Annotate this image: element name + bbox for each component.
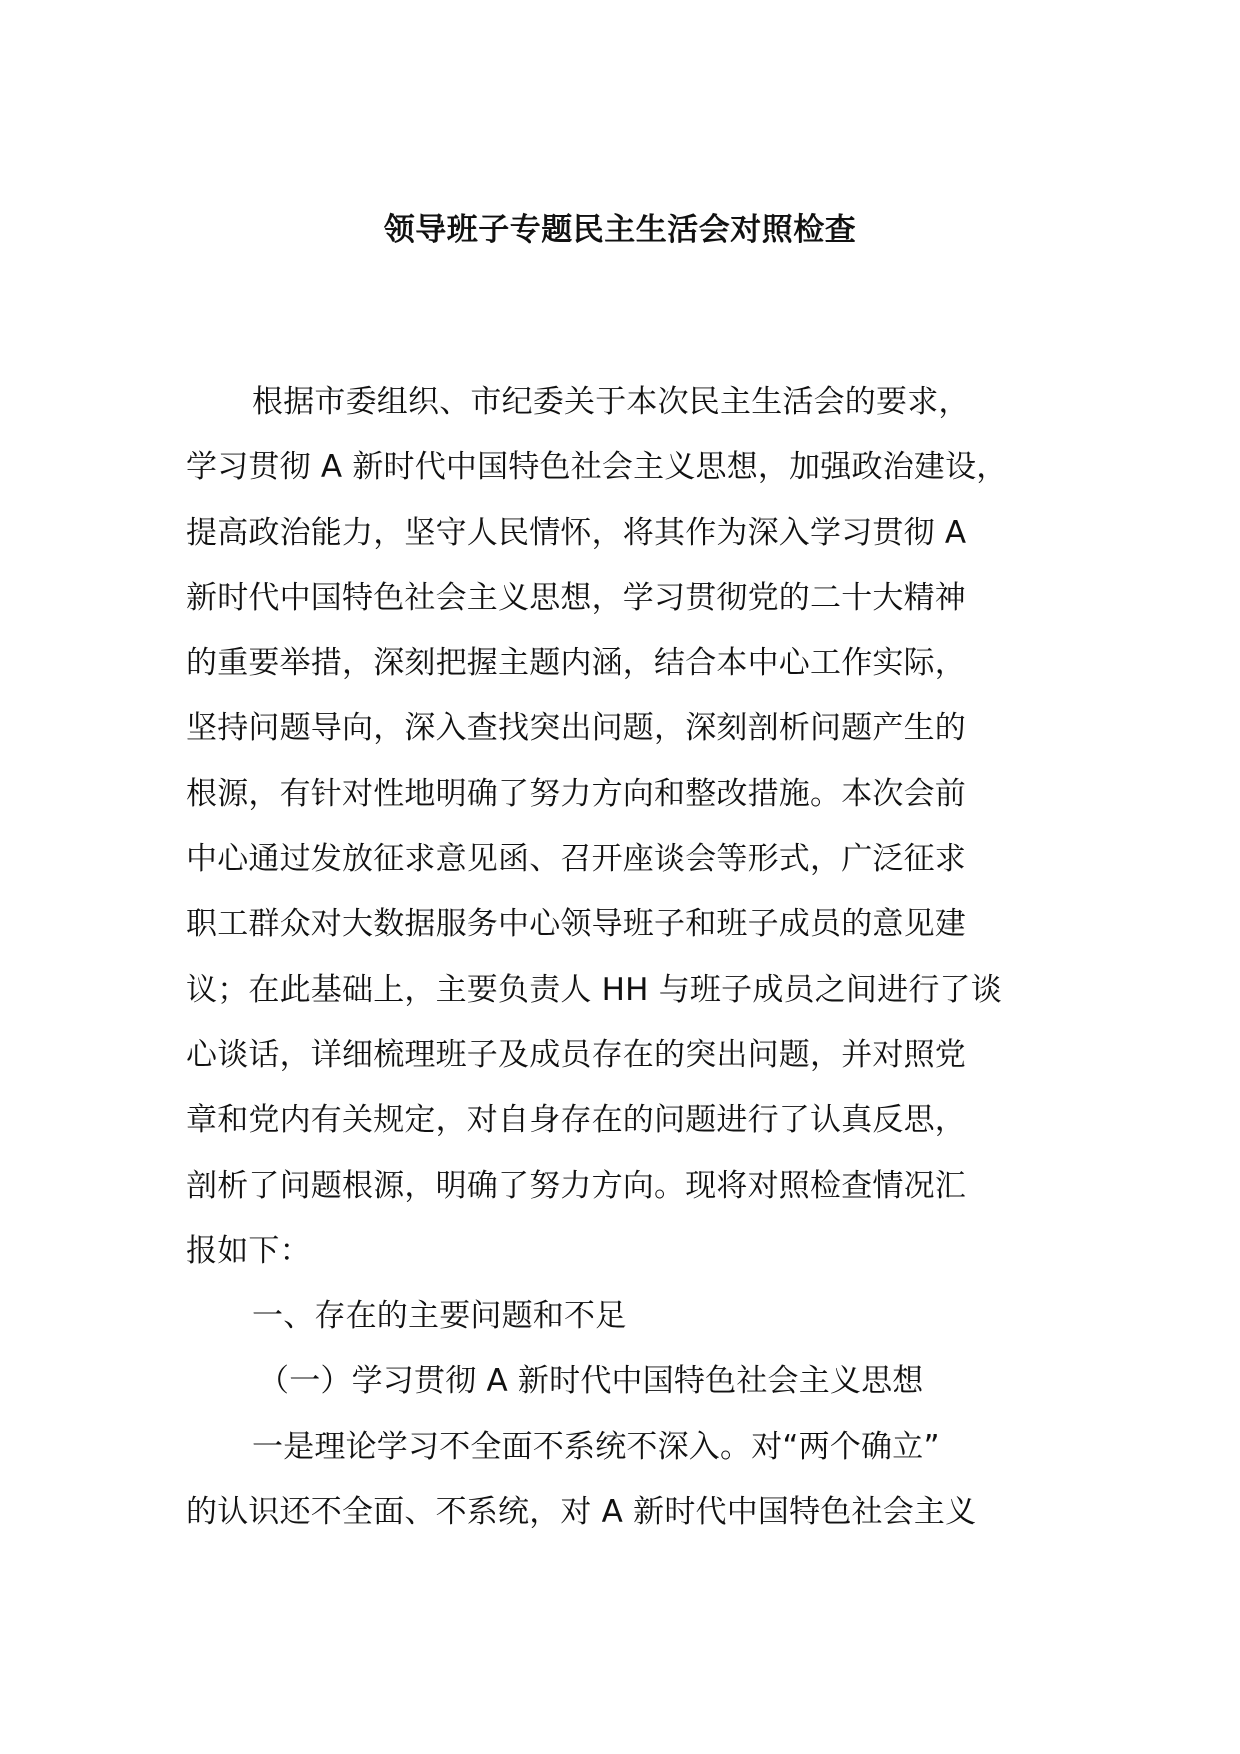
document-title: 领导班子专题民主生活会对照检查 (383, 212, 857, 248)
paragraph-line: 坚持问题导向，深入查找突出问题，深刻剖析问题产生的 (186, 710, 966, 747)
subsection-heading: （一）学习贯彻 A 新时代中国特色社会主义思想 (258, 1363, 924, 1400)
paragraph-line: 报如下： (186, 1232, 311, 1269)
paragraph-line: 心谈话，详细梳理班子及成员存在的突出问题，并对照党 (186, 1036, 966, 1073)
paragraph-line: 中心通过发放征求意见函、召开座谈会等形式，广泛征求 (186, 841, 966, 878)
paragraph-line: 新时代中国特色社会主义思想，学习贯彻党的二十大精神 (186, 579, 966, 616)
paragraph-line: 学习贯彻 A 新时代中国特色社会主义思想，加强政治建设， (186, 449, 1008, 486)
paragraph-line: 一是理论学习不全面不系统不深入。对“两个确立” (252, 1428, 940, 1465)
document-body (186, 370, 1066, 1545)
paragraph-line: 章和党内有关规定，对自身存在的问题进行了认真反思， (186, 1102, 966, 1139)
paragraph-line: 根源，有针对性地明确了努力方向和整改措施。本次会前 (186, 775, 966, 812)
paragraph-line: 议；在此基础上，主要负责人 HH 与班子成员之间进行了谈 (186, 971, 1002, 1008)
paragraph-line: 提高政治能力，坚守人民情怀，将其作为深入学习贯彻 A (186, 514, 967, 551)
section-heading: 一、存在的主要问题和不足 (252, 1298, 627, 1335)
paragraph-line: 的认识还不全面、不系统，对 A 新时代中国特色社会主义 (186, 1494, 977, 1531)
paragraph-line: 的重要举措，深刻把握主题内涵，结合本中心工作实际， (186, 645, 966, 682)
paragraph-line: 根据市委组织、市纪委关于本次民主生活会的要求， (252, 384, 970, 420)
paragraph-line: 剖析了问题根源，明确了努力方向。现将对照检查情况汇 (186, 1167, 966, 1204)
paragraph-line: 职工群众对大数据服务中心领导班子和班子成员的意见建 (186, 906, 966, 943)
